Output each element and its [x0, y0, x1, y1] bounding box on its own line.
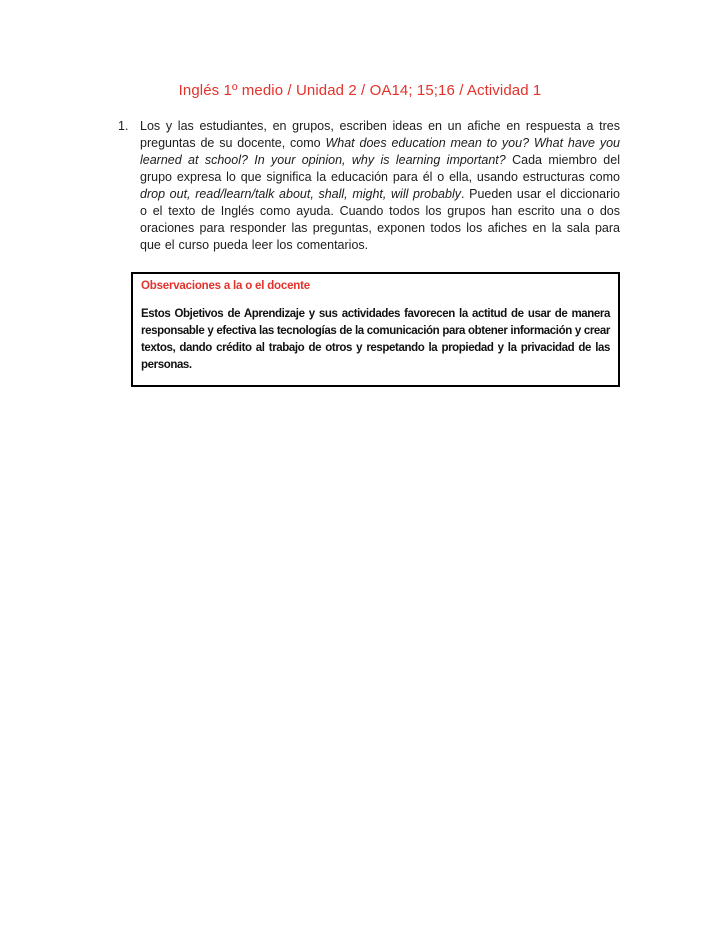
observations-body: Estos Objetivos de Aprendizaje y sus actividades favorecen la actitud de usar de manera responsable y efectiva las tecnologías de la comunicación para obtener información y crear textos, dando crédito al trabajo de otros y respetando la propiedad y la privacidad de las personas.	[141, 308, 610, 371]
activity-item	[118, 118, 620, 254]
observations-heading: Observaciones a la o el docente	[141, 280, 310, 292]
text-segment-italic: drop out, read/learn/talk about, shall, might, will probably	[140, 187, 461, 201]
text-segment-italic: What does education mean to you? What have you learned at school? In your opinion, why is learning important?	[140, 136, 621, 167]
text-segment: Los y las estudiantes, en grupos, escriben ideas en un afiche en respuesta a tres preguntas de su docente, como	[140, 119, 620, 150]
list-number: 1.	[118, 119, 129, 133]
text-segment: Cada miembro del grupo expresa lo que significa la educación para él o ella, usando estructuras como	[140, 153, 620, 184]
teacher-observations-box	[131, 272, 620, 387]
text-segment: . Pueden usar el diccionario o el texto de Inglés como ayuda. Cuando todos los grupos han escrito una o dos oraciones para responder las preguntas, exponen todos los afiches en la sala para que el curso pueda leer los comentarios.	[140, 187, 620, 252]
activity-paragraph	[140, 118, 620, 254]
page-title: Inglés 1º medio / Unidad 2 / OA14; 15;16 / Actividad 1	[178, 82, 542, 99]
